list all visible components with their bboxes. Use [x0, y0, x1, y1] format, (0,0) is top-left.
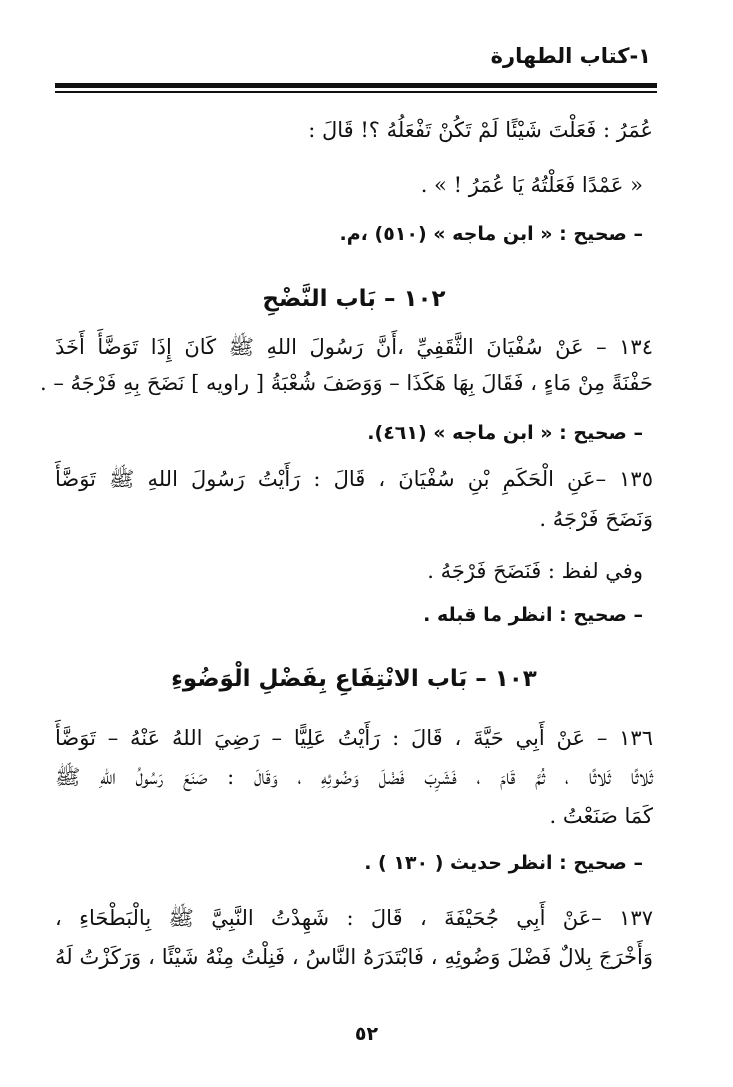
hadith-line: ثَلاثًا ثَلاثًا ، ثُمَّ قَامَ ، فَشَرِبَ فَضْلَ وَضُوئِهِ ، وَقَالَ : صَنَعَ رَسُولُ اللهِ ﷺ [55, 765, 653, 789]
hadith-line: ١٣٤ – عَنْ سُفْيَانَ الثَّقَفِيِّ ،أَنَّ رَسُولَ اللهِ ﷺ كَانَ إِذَا تَوَضَّأَ أَخَذَ [55, 335, 653, 359]
text-line: عُمَرُ : فَعَلْتَ شَيْئًا لَمْ تَكُنْ تَفْعَلُهُ ؟! قَالَ : [308, 118, 653, 142]
page-number: ٥٢ [354, 1023, 379, 1045]
grading-line: – صحيح : « ابن ماجه » (٤٦١). [367, 422, 643, 444]
grading-line: – صحيح : « ابن ماجه » (٥١٠) ،م. [339, 223, 643, 245]
text-line: « عَمْدًا فَعَلْتُهُ يَا عُمَرُ ! » . [420, 173, 643, 197]
running-head: ١-كتاب الطهارة [490, 44, 651, 68]
hadith-line: كَمَا صَنَعْتُ . [549, 804, 653, 828]
hadith-line: ١٣٦ – عَنْ أَبِي حَيَّةَ ، قَالَ : رَأَيْتُ عَلِيًّا – رَضِيَ اللهُ عَنْهُ – تَوَضَّأَ [55, 726, 653, 750]
grading-line: – صحيح : انظر ما قبله . [423, 604, 643, 626]
hadith-line: وَنَضَحَ فَرْجَهُ . [539, 507, 653, 531]
hadith-line: ١٣٥ –عَنِ الْحَكَمِ بْنِ سُفْيَانَ ، قَالَ : رَأَيْتُ رَسُولَ اللهِ ﷺ تَوَضَّأَ [55, 467, 653, 491]
hadith-line: حَفْنَةً مِنْ مَاءٍ ، فَقَالَ بِهَا هَكَذَا – وَوَصَفَ شُعْبَةُ [ راويه ] نَضَحَ بِهِ فَرْجَهُ – . [39, 371, 653, 395]
hadith-line: وَأَخْرَجَ بِلالٌ فَضْلَ وَضُوئِهِ ، فَابْتَدَرَهُ النَّاسُ ، فَنِلْتُ مِنْهُ شَيْئًا ، وَرَكَزْتُ لَهُ [55, 945, 653, 969]
hadith-line: ١٣٧ –عَنْ أَبِي جُحَيْفَةَ ، قَالَ : شَهِدْتُ النَّبِيَّ ﷺ بِالْبَطْحَاءِ ، [55, 906, 653, 930]
header-rule-thick [55, 83, 657, 88]
text-line: وفي لفظ : فَنَضَحَ فَرْجَهُ . [427, 559, 643, 583]
chapter-heading: ١٠٣ – بَاب الانْتِفَاعِ بِفَضْلِ الْوَضُوءِ [171, 666, 537, 692]
chapter-heading: ١٠٢ – بَاب النَّضْحِ [262, 286, 446, 312]
header-rule-thin [55, 91, 657, 93]
grading-line: – صحيح : انظر حديث ( ١٣٠ ) . [364, 852, 643, 874]
